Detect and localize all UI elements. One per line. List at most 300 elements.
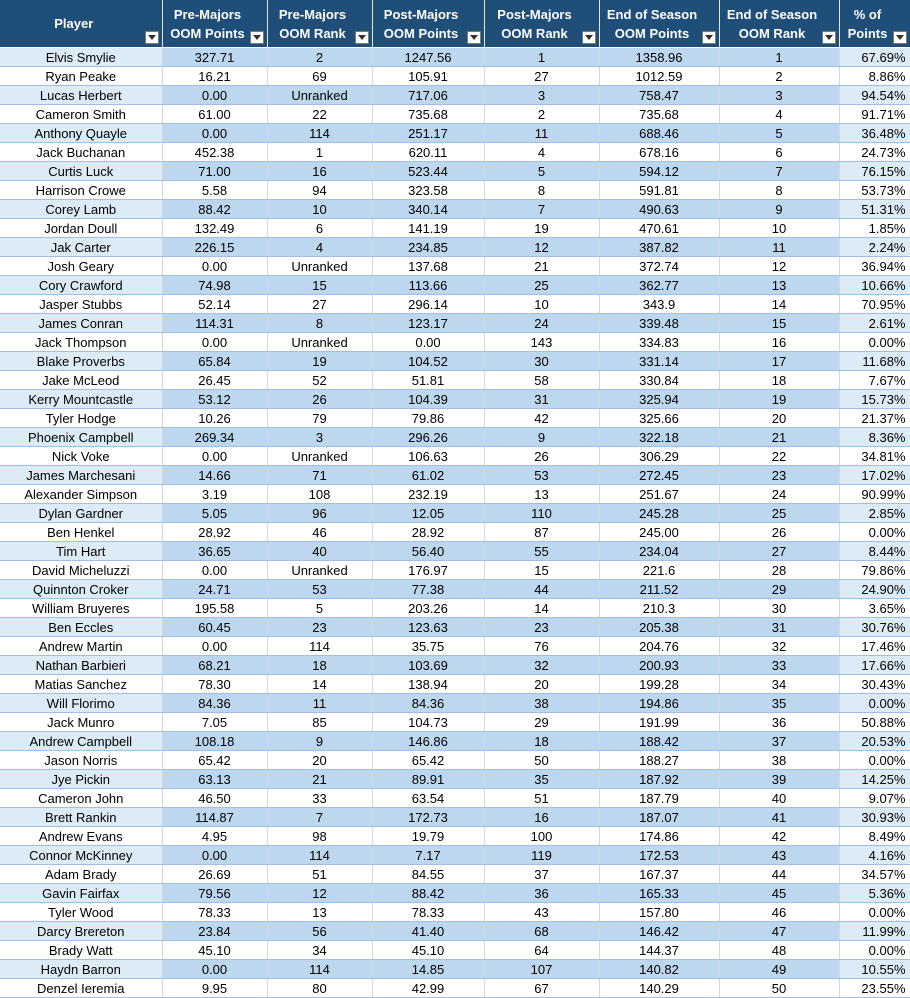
cell-player[interactable]: Corey Lamb [0, 200, 162, 219]
cell-pct-points[interactable]: 51.31% [839, 200, 910, 219]
cell-end-season-rank[interactable]: 36 [719, 713, 839, 732]
cell-pre-majors-rank[interactable]: 96 [267, 504, 372, 523]
cell-player[interactable]: Ben Henkel [0, 523, 162, 542]
cell-post-majors-points[interactable]: 620.11 [372, 143, 484, 162]
cell-pre-majors-rank[interactable]: 80 [267, 979, 372, 998]
cell-pre-majors-points[interactable]: 0.00 [162, 447, 267, 466]
cell-end-season-points[interactable]: 211.52 [599, 580, 719, 599]
cell-end-season-rank[interactable]: 40 [719, 789, 839, 808]
cell-pre-majors-rank[interactable]: 18 [267, 656, 372, 675]
cell-player[interactable]: Brett Rankin [0, 808, 162, 827]
cell-player[interactable]: Jason Norris [0, 751, 162, 770]
cell-post-majors-points[interactable]: 717.06 [372, 86, 484, 105]
cell-pct-points[interactable]: 14.25% [839, 770, 910, 789]
cell-player[interactable]: Matias Sanchez [0, 675, 162, 694]
cell-post-majors-points[interactable]: 138.94 [372, 675, 484, 694]
cell-post-majors-rank[interactable]: 53 [484, 466, 599, 485]
cell-pre-majors-rank[interactable]: Unranked [267, 333, 372, 352]
cell-pre-majors-points[interactable]: 71.00 [162, 162, 267, 181]
cell-pre-majors-points[interactable]: 7.05 [162, 713, 267, 732]
cell-pct-points[interactable]: 90.99% [839, 485, 910, 504]
cell-end-season-points[interactable]: 167.37 [599, 865, 719, 884]
cell-pre-majors-points[interactable]: 61.00 [162, 105, 267, 124]
cell-player[interactable]: Quinnton Croker [0, 580, 162, 599]
cell-player[interactable]: James Marchesani [0, 466, 162, 485]
cell-pre-majors-points[interactable]: 0.00 [162, 846, 267, 865]
cell-player[interactable]: James Conran [0, 314, 162, 333]
cell-pre-majors-rank[interactable]: 114 [267, 637, 372, 656]
cell-post-majors-points[interactable]: 104.73 [372, 713, 484, 732]
cell-end-season-rank[interactable]: 41 [719, 808, 839, 827]
cell-end-season-points[interactable]: 140.82 [599, 960, 719, 979]
cell-pre-majors-rank[interactable]: 114 [267, 960, 372, 979]
cell-pct-points[interactable]: 23.55% [839, 979, 910, 998]
cell-post-majors-rank[interactable]: 7 [484, 200, 599, 219]
cell-post-majors-rank[interactable]: 8 [484, 181, 599, 200]
cell-pct-points[interactable]: 30.43% [839, 675, 910, 694]
cell-pct-points[interactable]: 3.65% [839, 599, 910, 618]
cell-pre-majors-points[interactable]: 36.65 [162, 542, 267, 561]
cell-pre-majors-rank[interactable]: 20 [267, 751, 372, 770]
cell-player[interactable]: Alexander Simpson [0, 485, 162, 504]
cell-post-majors-rank[interactable]: 110 [484, 504, 599, 523]
cell-pre-majors-points[interactable]: 24.71 [162, 580, 267, 599]
cell-end-season-points[interactable]: 172.53 [599, 846, 719, 865]
cell-end-season-points[interactable]: 362.77 [599, 276, 719, 295]
cell-pct-points[interactable]: 0.00% [839, 523, 910, 542]
cell-end-season-points[interactable]: 157.80 [599, 903, 719, 922]
cell-end-season-rank[interactable]: 43 [719, 846, 839, 865]
cell-pre-majors-points[interactable]: 10.26 [162, 409, 267, 428]
cell-end-season-points[interactable]: 245.28 [599, 504, 719, 523]
cell-end-season-points[interactable]: 1012.59 [599, 67, 719, 86]
cell-post-majors-rank[interactable]: 43 [484, 903, 599, 922]
cell-post-majors-points[interactable]: 104.39 [372, 390, 484, 409]
filter-dropdown-button[interactable] [250, 31, 264, 44]
cell-pre-majors-points[interactable]: 78.33 [162, 903, 267, 922]
cell-post-majors-points[interactable]: 523.44 [372, 162, 484, 181]
cell-player[interactable]: Jake McLeod [0, 371, 162, 390]
cell-player[interactable]: Phoenix Campbell [0, 428, 162, 447]
cell-player[interactable]: Darcy Brereton [0, 922, 162, 941]
cell-post-majors-rank[interactable]: 51 [484, 789, 599, 808]
cell-post-majors-points[interactable]: 106.63 [372, 447, 484, 466]
cell-post-majors-points[interactable]: 172.73 [372, 808, 484, 827]
cell-pre-majors-rank[interactable]: 16 [267, 162, 372, 181]
cell-end-season-rank[interactable]: 38 [719, 751, 839, 770]
cell-pre-majors-rank[interactable]: 15 [267, 276, 372, 295]
cell-pre-majors-rank[interactable]: 108 [267, 485, 372, 504]
cell-player[interactable]: Adam Brady [0, 865, 162, 884]
cell-end-season-points[interactable]: 221.6 [599, 561, 719, 580]
cell-pct-points[interactable]: 0.00% [839, 903, 910, 922]
cell-end-season-points[interactable]: 187.79 [599, 789, 719, 808]
cell-pre-majors-rank[interactable]: 71 [267, 466, 372, 485]
cell-pre-majors-points[interactable]: 0.00 [162, 86, 267, 105]
cell-pre-majors-rank[interactable]: 11 [267, 694, 372, 713]
cell-end-season-rank[interactable]: 20 [719, 409, 839, 428]
cell-pct-points[interactable]: 17.02% [839, 466, 910, 485]
cell-pct-points[interactable]: 17.66% [839, 656, 910, 675]
cell-end-season-points[interactable]: 325.94 [599, 390, 719, 409]
cell-end-season-rank[interactable]: 44 [719, 865, 839, 884]
cell-end-season-rank[interactable]: 15 [719, 314, 839, 333]
cell-post-majors-points[interactable]: 113.66 [372, 276, 484, 295]
cell-post-majors-rank[interactable]: 107 [484, 960, 599, 979]
cell-pre-majors-points[interactable]: 63.13 [162, 770, 267, 789]
cell-end-season-rank[interactable]: 6 [719, 143, 839, 162]
cell-pct-points[interactable]: 0.00% [839, 333, 910, 352]
cell-pre-majors-rank[interactable]: 23 [267, 618, 372, 637]
cell-player[interactable]: Josh Geary [0, 257, 162, 276]
cell-post-majors-points[interactable]: 12.05 [372, 504, 484, 523]
cell-end-season-points[interactable]: 194.86 [599, 694, 719, 713]
cell-player[interactable]: Tim Hart [0, 542, 162, 561]
cell-pct-points[interactable]: 76.15% [839, 162, 910, 181]
cell-pct-points[interactable]: 0.00% [839, 694, 910, 713]
cell-end-season-rank[interactable]: 31 [719, 618, 839, 637]
cell-end-season-rank[interactable]: 18 [719, 371, 839, 390]
cell-player[interactable]: Andrew Martin [0, 637, 162, 656]
cell-pre-majors-points[interactable]: 132.49 [162, 219, 267, 238]
cell-post-majors-points[interactable]: 103.69 [372, 656, 484, 675]
cell-pre-majors-points[interactable]: 0.00 [162, 561, 267, 580]
cell-player[interactable]: Denzel Ieremia [0, 979, 162, 998]
cell-post-majors-rank[interactable]: 19 [484, 219, 599, 238]
cell-pre-majors-rank[interactable]: 3 [267, 428, 372, 447]
cell-pct-points[interactable]: 11.68% [839, 352, 910, 371]
cell-end-season-rank[interactable]: 11 [719, 238, 839, 257]
cell-player[interactable]: Kerry Mountcastle [0, 390, 162, 409]
cell-pct-points[interactable]: 10.66% [839, 276, 910, 295]
cell-pre-majors-points[interactable]: 3.19 [162, 485, 267, 504]
cell-pre-majors-rank[interactable]: 85 [267, 713, 372, 732]
cell-post-majors-rank[interactable]: 100 [484, 827, 599, 846]
cell-post-majors-points[interactable]: 296.14 [372, 295, 484, 314]
cell-pre-majors-rank[interactable]: 114 [267, 846, 372, 865]
cell-post-majors-rank[interactable]: 10 [484, 295, 599, 314]
cell-pct-points[interactable]: 67.69% [839, 48, 910, 67]
cell-post-majors-rank[interactable]: 21 [484, 257, 599, 276]
cell-pre-majors-points[interactable]: 84.36 [162, 694, 267, 713]
cell-end-season-points[interactable]: 470.61 [599, 219, 719, 238]
cell-end-season-rank[interactable]: 13 [719, 276, 839, 295]
cell-player[interactable]: Tyler Wood [0, 903, 162, 922]
cell-post-majors-points[interactable]: 51.81 [372, 371, 484, 390]
cell-pre-majors-points[interactable]: 114.31 [162, 314, 267, 333]
cell-end-season-points[interactable]: 343.9 [599, 295, 719, 314]
cell-pct-points[interactable]: 7.67% [839, 371, 910, 390]
cell-pct-points[interactable]: 4.16% [839, 846, 910, 865]
cell-pct-points[interactable]: 0.00% [839, 751, 910, 770]
cell-post-majors-rank[interactable]: 64 [484, 941, 599, 960]
cell-end-season-points[interactable]: 678.16 [599, 143, 719, 162]
cell-end-season-rank[interactable]: 32 [719, 637, 839, 656]
cell-post-majors-points[interactable]: 296.26 [372, 428, 484, 447]
cell-post-majors-points[interactable]: 105.91 [372, 67, 484, 86]
cell-pre-majors-points[interactable]: 0.00 [162, 960, 267, 979]
cell-pre-majors-points[interactable]: 0.00 [162, 637, 267, 656]
cell-pre-majors-points[interactable]: 26.69 [162, 865, 267, 884]
cell-pre-majors-points[interactable]: 0.00 [162, 333, 267, 352]
cell-end-season-rank[interactable]: 17 [719, 352, 839, 371]
cell-player[interactable]: Anthony Quayle [0, 124, 162, 143]
cell-end-season-rank[interactable]: 1 [719, 48, 839, 67]
cell-post-majors-points[interactable]: 176.97 [372, 561, 484, 580]
cell-end-season-points[interactable]: 758.47 [599, 86, 719, 105]
cell-pre-majors-rank[interactable]: 79 [267, 409, 372, 428]
cell-pct-points[interactable]: 8.49% [839, 827, 910, 846]
cell-post-majors-points[interactable]: 735.68 [372, 105, 484, 124]
cell-pre-majors-points[interactable]: 45.10 [162, 941, 267, 960]
cell-pct-points[interactable]: 79.86% [839, 561, 910, 580]
cell-pct-points[interactable]: 15.73% [839, 390, 910, 409]
cell-post-majors-points[interactable]: 203.26 [372, 599, 484, 618]
cell-post-majors-rank[interactable]: 24 [484, 314, 599, 333]
cell-post-majors-points[interactable]: 14.85 [372, 960, 484, 979]
cell-pre-majors-rank[interactable]: 4 [267, 238, 372, 257]
cell-post-majors-rank[interactable]: 3 [484, 86, 599, 105]
cell-post-majors-points[interactable]: 42.99 [372, 979, 484, 998]
cell-end-season-points[interactable]: 1358.96 [599, 48, 719, 67]
cell-post-majors-points[interactable]: 61.02 [372, 466, 484, 485]
cell-pct-points[interactable]: 30.76% [839, 618, 910, 637]
cell-post-majors-points[interactable]: 104.52 [372, 352, 484, 371]
cell-player[interactable]: Jasper Stubbs [0, 295, 162, 314]
cell-pre-majors-points[interactable]: 14.66 [162, 466, 267, 485]
cell-pct-points[interactable]: 36.94% [839, 257, 910, 276]
filter-dropdown-button[interactable] [355, 31, 369, 44]
cell-player[interactable]: Andrew Campbell [0, 732, 162, 751]
cell-player[interactable]: Cameron Smith [0, 105, 162, 124]
cell-end-season-rank[interactable]: 49 [719, 960, 839, 979]
cell-post-majors-points[interactable]: 84.36 [372, 694, 484, 713]
cell-end-season-points[interactable]: 174.86 [599, 827, 719, 846]
cell-pre-majors-points[interactable]: 28.92 [162, 523, 267, 542]
cell-pct-points[interactable]: 53.73% [839, 181, 910, 200]
cell-pct-points[interactable]: 11.99% [839, 922, 910, 941]
cell-player[interactable]: Ben Eccles [0, 618, 162, 637]
cell-pre-majors-rank[interactable]: 51 [267, 865, 372, 884]
cell-post-majors-points[interactable]: 35.75 [372, 637, 484, 656]
cell-post-majors-points[interactable]: 141.19 [372, 219, 484, 238]
cell-player[interactable]: Ryan Peake [0, 67, 162, 86]
cell-post-majors-rank[interactable]: 13 [484, 485, 599, 504]
cell-post-majors-rank[interactable]: 9 [484, 428, 599, 447]
cell-player[interactable]: Cory Crawford [0, 276, 162, 295]
cell-pre-majors-points[interactable]: 23.84 [162, 922, 267, 941]
cell-pre-majors-rank[interactable]: 14 [267, 675, 372, 694]
cell-end-season-rank[interactable]: 45 [719, 884, 839, 903]
cell-pre-majors-points[interactable]: 0.00 [162, 257, 267, 276]
cell-end-season-points[interactable]: 331.14 [599, 352, 719, 371]
cell-pre-majors-points[interactable]: 269.34 [162, 428, 267, 447]
cell-post-majors-points[interactable]: 28.92 [372, 523, 484, 542]
cell-pre-majors-rank[interactable]: 94 [267, 181, 372, 200]
cell-pre-majors-rank[interactable]: 2 [267, 48, 372, 67]
filter-dropdown-button[interactable] [467, 31, 481, 44]
filter-dropdown-button[interactable] [893, 31, 907, 44]
cell-pct-points[interactable]: 30.93% [839, 808, 910, 827]
cell-end-season-rank[interactable]: 34 [719, 675, 839, 694]
cell-post-majors-rank[interactable]: 42 [484, 409, 599, 428]
cell-post-majors-rank[interactable]: 1 [484, 48, 599, 67]
cell-pre-majors-points[interactable]: 52.14 [162, 295, 267, 314]
cell-end-season-rank[interactable]: 12 [719, 257, 839, 276]
cell-post-majors-rank[interactable]: 12 [484, 238, 599, 257]
cell-end-season-rank[interactable]: 28 [719, 561, 839, 580]
cell-pre-majors-rank[interactable]: 27 [267, 295, 372, 314]
cell-end-season-rank[interactable]: 30 [719, 599, 839, 618]
cell-pct-points[interactable]: 70.95% [839, 295, 910, 314]
cell-pre-majors-points[interactable]: 226.15 [162, 238, 267, 257]
cell-end-season-rank[interactable]: 4 [719, 105, 839, 124]
cell-pre-majors-points[interactable]: 79.56 [162, 884, 267, 903]
cell-post-majors-rank[interactable]: 26 [484, 447, 599, 466]
cell-pre-majors-points[interactable]: 60.45 [162, 618, 267, 637]
cell-end-season-points[interactable]: 191.99 [599, 713, 719, 732]
cell-player[interactable]: Nick Voke [0, 447, 162, 466]
cell-post-majors-points[interactable]: 79.86 [372, 409, 484, 428]
cell-post-majors-rank[interactable]: 23 [484, 618, 599, 637]
cell-end-season-points[interactable]: 387.82 [599, 238, 719, 257]
cell-post-majors-rank[interactable]: 18 [484, 732, 599, 751]
cell-post-majors-points[interactable]: 45.10 [372, 941, 484, 960]
cell-end-season-rank[interactable]: 48 [719, 941, 839, 960]
cell-pct-points[interactable]: 5.36% [839, 884, 910, 903]
cell-end-season-points[interactable]: 210.3 [599, 599, 719, 618]
cell-end-season-rank[interactable]: 50 [719, 979, 839, 998]
cell-player[interactable]: William Bruyeres [0, 599, 162, 618]
cell-end-season-points[interactable]: 251.67 [599, 485, 719, 504]
cell-end-season-points[interactable]: 187.92 [599, 770, 719, 789]
cell-player[interactable]: Lucas Herbert [0, 86, 162, 105]
cell-pre-majors-points[interactable]: 26.45 [162, 371, 267, 390]
cell-end-season-points[interactable]: 490.63 [599, 200, 719, 219]
cell-pct-points[interactable]: 0.00% [839, 941, 910, 960]
cell-post-majors-rank[interactable]: 38 [484, 694, 599, 713]
cell-pre-majors-rank[interactable]: 5 [267, 599, 372, 618]
cell-end-season-points[interactable]: 735.68 [599, 105, 719, 124]
cell-pre-majors-rank[interactable]: 53 [267, 580, 372, 599]
cell-end-season-points[interactable]: 205.38 [599, 618, 719, 637]
cell-end-season-points[interactable]: 322.18 [599, 428, 719, 447]
cell-end-season-rank[interactable]: 5 [719, 124, 839, 143]
cell-end-season-points[interactable]: 200.93 [599, 656, 719, 675]
cell-post-majors-points[interactable]: 123.63 [372, 618, 484, 637]
cell-post-majors-points[interactable]: 56.40 [372, 542, 484, 561]
cell-pre-majors-points[interactable]: 74.98 [162, 276, 267, 295]
cell-post-majors-points[interactable]: 340.14 [372, 200, 484, 219]
cell-end-season-rank[interactable]: 42 [719, 827, 839, 846]
cell-player[interactable]: Brady Watt [0, 941, 162, 960]
cell-post-majors-rank[interactable]: 5 [484, 162, 599, 181]
cell-post-majors-rank[interactable]: 29 [484, 713, 599, 732]
cell-post-majors-points[interactable]: 89.91 [372, 770, 484, 789]
cell-post-majors-points[interactable]: 123.17 [372, 314, 484, 333]
cell-end-season-points[interactable]: 339.48 [599, 314, 719, 333]
cell-end-season-rank[interactable]: 10 [719, 219, 839, 238]
cell-player[interactable]: Dylan Gardner [0, 504, 162, 523]
cell-post-majors-rank[interactable]: 119 [484, 846, 599, 865]
cell-player[interactable]: Elvis Smylie [0, 48, 162, 67]
cell-end-season-points[interactable]: 204.76 [599, 637, 719, 656]
cell-post-majors-points[interactable]: 137.68 [372, 257, 484, 276]
cell-post-majors-rank[interactable]: 37 [484, 865, 599, 884]
cell-pct-points[interactable]: 94.54% [839, 86, 910, 105]
cell-pre-majors-points[interactable]: 65.42 [162, 751, 267, 770]
cell-end-season-rank[interactable]: 23 [719, 466, 839, 485]
cell-pre-majors-points[interactable]: 0.00 [162, 124, 267, 143]
cell-post-majors-rank[interactable]: 30 [484, 352, 599, 371]
cell-post-majors-rank[interactable]: 76 [484, 637, 599, 656]
cell-post-majors-rank[interactable]: 55 [484, 542, 599, 561]
cell-player[interactable]: Cameron John [0, 789, 162, 808]
cell-pre-majors-rank[interactable]: 46 [267, 523, 372, 542]
cell-player[interactable]: Andrew Evans [0, 827, 162, 846]
cell-player[interactable]: Jordan Doull [0, 219, 162, 238]
cell-player[interactable]: Harrison Crowe [0, 181, 162, 200]
cell-post-majors-rank[interactable]: 27 [484, 67, 599, 86]
cell-pre-majors-rank[interactable]: Unranked [267, 257, 372, 276]
cell-player[interactable]: Connor McKinney [0, 846, 162, 865]
cell-post-majors-rank[interactable]: 50 [484, 751, 599, 770]
cell-pre-majors-rank[interactable]: 56 [267, 922, 372, 941]
cell-player[interactable]: Gavin Fairfax [0, 884, 162, 903]
cell-pre-majors-points[interactable]: 88.42 [162, 200, 267, 219]
cell-pre-majors-points[interactable]: 46.50 [162, 789, 267, 808]
cell-player[interactable]: David Micheluzzi [0, 561, 162, 580]
cell-pct-points[interactable]: 8.86% [839, 67, 910, 86]
cell-end-season-rank[interactable]: 37 [719, 732, 839, 751]
cell-player[interactable]: Jak Carter [0, 238, 162, 257]
cell-end-season-points[interactable]: 245.00 [599, 523, 719, 542]
cell-post-majors-points[interactable]: 234.85 [372, 238, 484, 257]
cell-post-majors-rank[interactable]: 143 [484, 333, 599, 352]
cell-pre-majors-points[interactable]: 327.71 [162, 48, 267, 67]
cell-pre-majors-points[interactable]: 452.38 [162, 143, 267, 162]
cell-pre-majors-rank[interactable]: 13 [267, 903, 372, 922]
cell-pre-majors-rank[interactable]: 69 [267, 67, 372, 86]
cell-pre-majors-rank[interactable]: 12 [267, 884, 372, 903]
cell-pre-majors-rank[interactable]: 6 [267, 219, 372, 238]
cell-end-season-points[interactable]: 688.46 [599, 124, 719, 143]
cell-end-season-points[interactable]: 330.84 [599, 371, 719, 390]
cell-end-season-rank[interactable]: 2 [719, 67, 839, 86]
cell-end-season-points[interactable]: 146.42 [599, 922, 719, 941]
cell-end-season-points[interactable]: 594.12 [599, 162, 719, 181]
cell-post-majors-rank[interactable]: 58 [484, 371, 599, 390]
cell-post-majors-points[interactable]: 7.17 [372, 846, 484, 865]
cell-pre-majors-rank[interactable]: Unranked [267, 86, 372, 105]
cell-pre-majors-rank[interactable]: 52 [267, 371, 372, 390]
cell-post-majors-rank[interactable]: 25 [484, 276, 599, 295]
cell-pre-majors-rank[interactable]: 98 [267, 827, 372, 846]
cell-player[interactable]: Curtis Luck [0, 162, 162, 181]
filter-dropdown-button[interactable] [582, 31, 596, 44]
cell-post-majors-points[interactable]: 77.38 [372, 580, 484, 599]
cell-end-season-rank[interactable]: 47 [719, 922, 839, 941]
cell-end-season-rank[interactable]: 24 [719, 485, 839, 504]
cell-post-majors-points[interactable]: 251.17 [372, 124, 484, 143]
cell-end-season-rank[interactable]: 26 [719, 523, 839, 542]
cell-end-season-points[interactable]: 140.29 [599, 979, 719, 998]
cell-post-majors-points[interactable]: 19.79 [372, 827, 484, 846]
cell-pre-majors-rank[interactable]: 34 [267, 941, 372, 960]
cell-post-majors-rank[interactable]: 44 [484, 580, 599, 599]
cell-pct-points[interactable]: 1.85% [839, 219, 910, 238]
filter-dropdown-button[interactable] [822, 31, 836, 44]
